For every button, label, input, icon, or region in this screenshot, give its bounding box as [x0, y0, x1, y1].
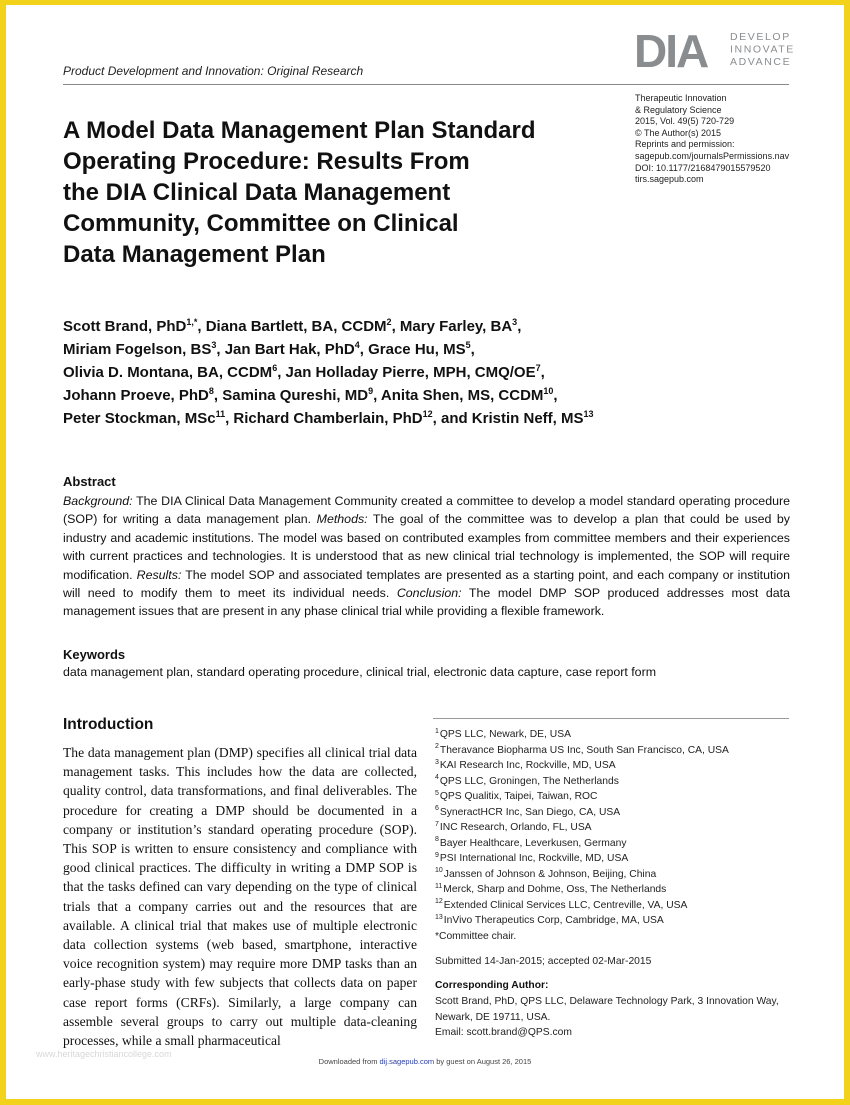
author-line [63, 361, 803, 384]
logo-tagline-3: ADVANCE [730, 56, 792, 68]
author-affiliation-mark: 11 [215, 409, 226, 419]
journal-meta-line: © The Author(s) 2015 [635, 127, 722, 138]
author-affiliation-mark: 7 [535, 363, 541, 373]
affiliation-text: INC Research, Orlando, FL, USA [439, 822, 592, 833]
download-prefix: Downloaded from [318, 1057, 380, 1066]
affiliation-number: 3 [435, 758, 439, 766]
author-affiliation-mark: 13 [583, 409, 594, 419]
author-name: Miriam Fogelson, BS [63, 341, 212, 358]
corresponding-email[interactable]: Email: scott.brand@QPS.com [435, 1027, 572, 1038]
journal-meta-line[interactable]: sagepub.com/journalsPermissions.nav [635, 150, 790, 161]
author-affiliation-mark: 3 [211, 340, 217, 350]
author-affiliation-mark: 5 [465, 340, 471, 350]
affiliation-text: Bayer Healthcare, Leverkusen, Germany [439, 837, 627, 849]
corresponding-line: Newark, DE 19711, USA. [435, 1011, 551, 1023]
keywords-text: data management plan, standard operating procedure, clinical trial, electronic data capture, case report form [63, 665, 657, 679]
affiliation-item [435, 898, 795, 914]
title-line: A Model Data Management Plan Standard [63, 117, 536, 144]
affiliation-number: 10 [435, 867, 443, 875]
affiliation-item [435, 820, 795, 836]
corresponding-line: Scott Brand, PhD, QPS LLC, Delaware Technology Park, 3 Innovation Way, [435, 996, 779, 1007]
paper-page [6, 5, 844, 1099]
download-link[interactable]: dij.sagepub.com [379, 1057, 435, 1066]
abstract-text [63, 492, 790, 621]
author-name: Johann Proeve, PhD [63, 387, 209, 404]
author-name: Peter Stockman, MSc [63, 410, 216, 427]
affiliation-text: *Committee chair. [435, 930, 517, 942]
author-name: Olivia D. Montana, BA, CCDM [63, 364, 273, 381]
affiliation-number: 12 [435, 898, 443, 906]
author-affiliation-mark: 2 [386, 317, 392, 327]
author-name: , Anita Shen, MS, CCDM [373, 387, 544, 404]
submitted-dates: Submitted 14-Jan-2015; accepted 02-Mar-2015 [435, 956, 652, 967]
affiliation-number: 2 [435, 743, 439, 751]
author-name: , Mary Farley, BA [391, 318, 513, 335]
affiliation-number: 1 [435, 727, 439, 735]
affiliation-item [435, 929, 795, 945]
affiliation-text: SyneractHCR Inc, San Diego, CA, USA [439, 806, 621, 818]
journal-meta-line: Therapeutic Innovation [635, 93, 727, 103]
author-name: , [517, 318, 522, 335]
affiliation-text: QPS Qualitix, Taipei, Taiwan, ROC [439, 791, 598, 802]
author-affiliation-mark: 1,* [186, 317, 198, 327]
affiliation-item [435, 758, 795, 774]
author-line [63, 384, 803, 407]
affiliation-number: 5 [435, 789, 439, 797]
abstract-segment: The model SOP and associated templates are presented as a starting point, and each company or institution will need to modify them to meet its individual needs. [63, 567, 790, 601]
author-affiliation-mark: 4 [354, 340, 360, 350]
author-name: , Samina Qureshi, MD [213, 387, 369, 404]
affiliation-item [435, 774, 795, 790]
abstract-subheading: Conclusion: [396, 586, 462, 601]
author-affiliation-mark: 10 [543, 386, 554, 396]
corresponding-author-details [435, 994, 795, 1041]
title-line: Community, Committee on Clinical [63, 210, 459, 237]
title-line: Operating Procedure: Results From [63, 148, 470, 175]
author-line [63, 407, 803, 430]
abstract-segment: The model DMP SOP produced addresses most data management issues that are present in any phase clinical trial while providing a flexible framework. [63, 586, 790, 619]
logo-tagline-2: INNOVATE [730, 43, 795, 56]
abstract-subheading: Background: [63, 494, 133, 508]
affiliation-item [435, 743, 795, 759]
journal-meta-line[interactable]: tirs.sagepub.com [635, 174, 704, 185]
affiliation-item [435, 913, 795, 929]
author-name: Scott Brand, PhD [63, 318, 187, 335]
author-name: , Diana Bartlett, BA, CCDM [197, 318, 387, 335]
abstract-segment: The goal of the committee was to develop a plan that could be used by industry and academic institutions. The model was based on contributed examples from committee members and their experiences with current practices and technologies. It is understood that as new clinical trial technology is implemented, the SOP will require modification. [63, 512, 791, 582]
dia-logo [634, 27, 804, 73]
affiliation-number: 9 [435, 851, 439, 859]
affiliations-rule [433, 718, 789, 719]
logo-letters: DIA [634, 27, 708, 73]
author-name: , Jan Bart Hak, PhD [216, 341, 355, 358]
author-name: , [470, 341, 475, 358]
logo-tagline-1: DEVELOP [730, 31, 791, 43]
corresponding-author-heading: Corresponding Author: [435, 980, 549, 991]
abstract-heading: Abstract [63, 474, 116, 489]
title-line: Data Management Plan [63, 241, 326, 268]
author-name: , Grace Hu, MS [359, 341, 466, 358]
download-notice [6, 1057, 844, 1066]
abstract-subheading: Results: [136, 567, 182, 582]
author-affiliation-mark: 9 [368, 386, 374, 396]
affiliation-number: 7 [435, 820, 439, 828]
affiliations-list [435, 727, 795, 944]
affiliation-text: QPS LLC, Groningen, The Netherlands [439, 775, 619, 787]
author-affiliation-mark: 8 [208, 386, 214, 396]
journal-meta-line: DOI: 10.1177/2168479015579520 [635, 162, 771, 173]
watermark: www.heritagechristiancollege.com [36, 1049, 172, 1059]
author-name: , [553, 387, 558, 404]
paper-title [63, 115, 603, 270]
affiliation-item [435, 836, 795, 852]
author-affiliation-mark: 6 [272, 363, 278, 373]
affiliation-text: Extended Clinical Services LLC, Centreville, VA, USA [443, 899, 688, 911]
header-rule [63, 84, 789, 85]
affiliation-item [435, 727, 795, 743]
affiliation-text: InVivo Therapeutics Corp, Cambridge, MA, USA [443, 915, 664, 926]
introduction-heading: Introduction [63, 716, 154, 733]
affiliation-text: QPS LLC, Newark, DE, USA [439, 729, 571, 740]
author-line [63, 338, 803, 361]
affiliation-number: 8 [435, 836, 439, 844]
affiliation-text: Theravance Biopharma US Inc, South San Francisco, CA, USA [439, 744, 729, 756]
journal-meta-line: Reprints and permission: [635, 139, 735, 150]
affiliation-item [435, 867, 795, 883]
title-line: the DIA Clinical Data Management [63, 179, 451, 206]
affiliation-number: 6 [435, 805, 439, 813]
affiliation-number: 13 [435, 913, 443, 921]
journal-meta [635, 93, 795, 186]
section-label: Product Development and Innovation: Original Research [63, 64, 364, 78]
author-name: , and Kristin Neff, MS [432, 410, 584, 427]
affiliation-item [435, 805, 795, 821]
journal-meta-line: 2015, Vol. 49(5) 720-729 [635, 116, 735, 127]
journal-meta-line: & Regulatory Science [635, 104, 722, 115]
download-suffix: by guest on August 26, 2015 [434, 1057, 532, 1066]
author-name: , [540, 364, 545, 381]
author-list [63, 315, 803, 430]
author-name: , Richard Chamberlain, PhD [225, 410, 423, 427]
introduction-text: The data management plan (DMP) specifies all clinical trial data management tasks. This includes how the data are collected, quality control, data transformations, and final deliverables. The procedure for creating a DMP should be documented in a company or institution’s standard operating procedure (SOP). This SOP is written to ensure consistency and compliance with good clinical practices. The difficulty in writing a DMP SOP is that the tasks defined can vary depending on the type of clinical trials that a company carries out and the resources that are available. A clinical trial that makes use of multiple electronic data collection systems (web based, smartphone, interactive voice recognition system) may require more DMP tasks than an early-phase study with few subjects that collects data on paper case report forms (CRFs). Similarly, a large company can assemble several groups to carry out multiple data-cleaning processes, while a small pharmaceutical [63, 745, 417, 1049]
author-name: , Jan Holladay Pierre, MPH, CMQ/OE [277, 364, 536, 381]
affiliation-item [435, 789, 795, 805]
abstract-subheading: Methods: [316, 512, 368, 527]
affiliation-number: 4 [435, 774, 439, 782]
affiliation-text: Janssen of Johnson & Johnson, Beijing, China [443, 868, 657, 880]
author-affiliation-mark: 3 [512, 317, 518, 327]
affiliation-text: Merck, Sharp and Dohme, Oss, The Netherlands [443, 884, 667, 895]
keywords-heading: Keywords [63, 647, 126, 662]
affiliation-item [435, 882, 795, 898]
abstract-segment: The DIA Clinical Data Management Community created a committee to develop a model standard operating procedure (SOP) for writing a data management plan. [63, 494, 790, 527]
author-affiliation-mark: 12 [422, 409, 433, 419]
affiliation-item [435, 851, 795, 867]
affiliation-number: 11 [435, 882, 443, 890]
affiliation-text: KAI Research Inc, Rockville, MD, USA [439, 760, 616, 771]
affiliation-text: PSI International Inc, Rockville, MD, USA [439, 853, 629, 864]
author-line [63, 315, 803, 338]
